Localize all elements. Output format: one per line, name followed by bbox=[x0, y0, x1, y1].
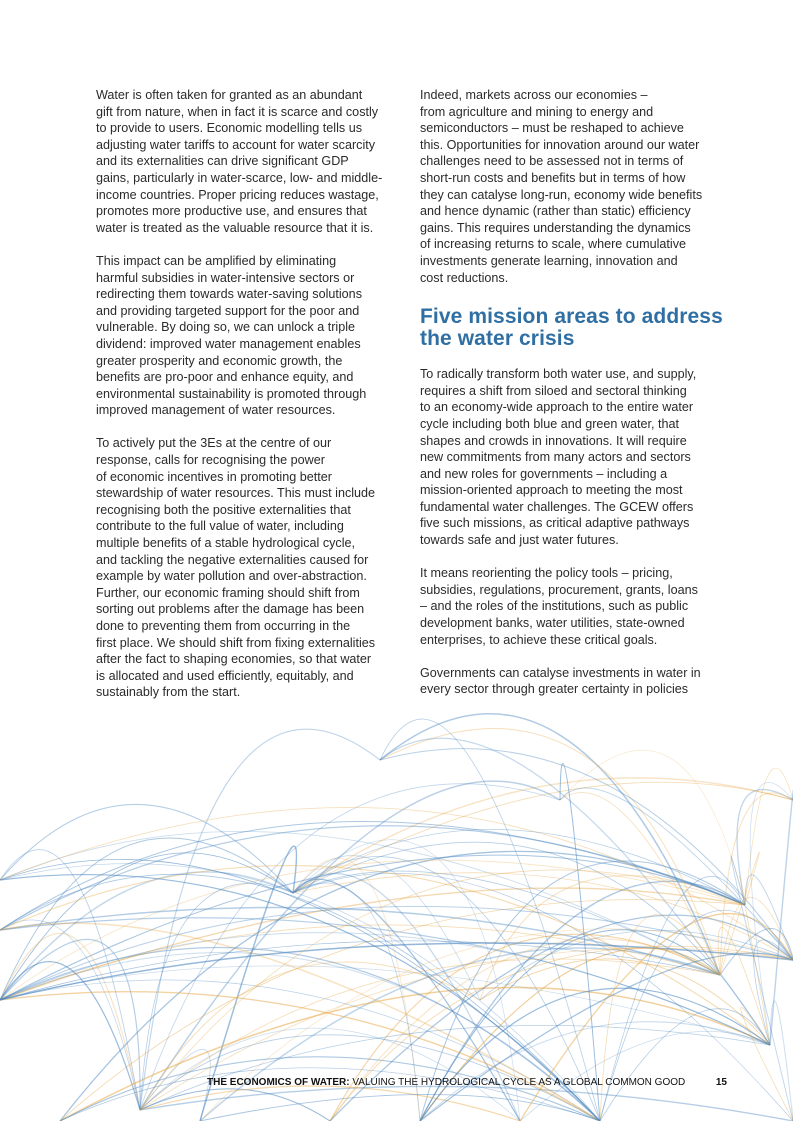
text-line: This impact can be amplified by eliminating bbox=[96, 253, 337, 268]
text-line: fundamental water challenges. The GCEW offers bbox=[420, 499, 694, 514]
text-line: Indeed, markets across our economies – bbox=[420, 88, 648, 102]
text-line: stewardship of water resources. This must include bbox=[96, 486, 376, 501]
network-curve bbox=[0, 804, 293, 893]
text-line: vulnerable. By doing so, we can unlock a triple bbox=[96, 320, 356, 335]
text-line: example by water pollution and over-abstraction. bbox=[96, 569, 367, 584]
paragraph bbox=[96, 435, 426, 701]
text-line: gains, particularly in water-scarce, low- and middle- bbox=[96, 170, 383, 185]
page-number: 15 bbox=[715, 1077, 727, 1088]
network-curve bbox=[750, 782, 793, 1045]
text-line: improved management of water resources. bbox=[96, 403, 336, 418]
network-curve bbox=[420, 1022, 770, 1121]
text-line: new commitments from many actors and sectors bbox=[420, 450, 691, 465]
text-line: Further, our economic framing should shift from bbox=[96, 585, 360, 600]
text-line: recognising both the positive externalities that bbox=[96, 502, 351, 517]
text-line: of economic incentives in promoting better bbox=[96, 469, 332, 484]
text-line: cycle including both blue and green water, that bbox=[420, 416, 680, 431]
text-line: Water is often taken for granted as an abundant bbox=[96, 88, 363, 102]
text-line: semiconductors – must be reshaped to achieve bbox=[420, 121, 684, 136]
section-heading bbox=[420, 306, 750, 350]
text-line: benefits are pro-poor and enhance equity, and bbox=[96, 370, 354, 385]
text-line: contribute to the full value of water, including bbox=[96, 519, 344, 534]
text-line: requires a shift from siloed and sectoral thinking bbox=[420, 383, 687, 398]
text-line: To actively put the 3Es at the centre of our bbox=[96, 436, 332, 451]
text-line: and providing targeted support for the poor and bbox=[96, 303, 360, 318]
paragraph bbox=[96, 253, 426, 419]
heading-line: Five mission areas to address bbox=[420, 305, 723, 329]
paragraph bbox=[420, 87, 750, 286]
text-line: after the fact to shaping economies, so that water bbox=[96, 652, 372, 667]
text-line: environmental sustainability is promoted through bbox=[96, 386, 367, 401]
text-line: adjusting water tariffs to account for water scarcity bbox=[96, 137, 376, 152]
network-curve bbox=[293, 829, 745, 905]
text-line: and new roles for governments – including a bbox=[420, 466, 668, 481]
network-curve bbox=[0, 920, 140, 1110]
text-line: gift from nature, when in fact it is scarce and costly bbox=[96, 104, 379, 119]
text-line: of increasing returns to scale, where cumulative bbox=[420, 237, 686, 252]
text-line: first place. We should shift from fixing externalities bbox=[96, 635, 376, 650]
paragraph bbox=[420, 366, 750, 549]
text-line: they can catalyse long-run, economy wide benefits bbox=[420, 187, 703, 202]
footer-title-bold: THE ECONOMICS OF WATER: bbox=[207, 1077, 350, 1088]
text-line: is allocated and used efficiently, equitably, and bbox=[96, 668, 354, 683]
text-line: short-run costs and benefits but in terms of how bbox=[420, 170, 686, 185]
text-line: sustainably from the start. bbox=[96, 685, 241, 700]
footer-title: VALUING THE HYDROLOGICAL CYCLE AS A GLOBAL COMMON GOOD bbox=[349, 1077, 686, 1088]
text-line: promotes more productive use, and ensures that bbox=[96, 204, 367, 219]
text-line: greater prosperity and economic growth, the bbox=[96, 353, 343, 368]
text-line: every sector through greater certainty in policies bbox=[420, 682, 689, 697]
right-column bbox=[420, 87, 750, 715]
text-line: redirecting them towards water-saving solutions bbox=[96, 287, 362, 302]
text-line: response, calls for recognising the power bbox=[96, 453, 325, 468]
text-line: and its externalities can drive significant GDP bbox=[96, 154, 349, 169]
text-line: – and the roles of the institutions, such as public bbox=[420, 599, 689, 614]
text-line: from agriculture and mining to energy and bbox=[420, 104, 654, 119]
heading-line: the water crisis bbox=[420, 327, 575, 351]
network-curve bbox=[745, 768, 793, 905]
text-line: dividend: improved water management enables bbox=[96, 336, 361, 351]
text-line: and tackling the negative externalities caused for bbox=[96, 552, 369, 567]
text-line: challenges need to be assessed not in terms of bbox=[420, 154, 684, 169]
text-line: done to preventing them from occurring in the bbox=[96, 619, 351, 633]
network-curve bbox=[0, 831, 720, 975]
text-line: towards safe and just water futures. bbox=[420, 533, 619, 548]
text-line: investments generate learning, innovation and bbox=[420, 253, 678, 268]
text-line: development banks, water utilities, state-owned bbox=[420, 616, 685, 631]
paragraph bbox=[96, 87, 426, 236]
text-line: mission-oriented approach to meeting the most bbox=[420, 483, 683, 498]
paragraph bbox=[420, 665, 750, 698]
text-line: harmful subsidies in water-intensive sectors or bbox=[96, 270, 355, 285]
text-line: to provide to users. Economic modelling tells us bbox=[96, 121, 362, 136]
text-line: sorting out problems after the damage has been bbox=[96, 602, 365, 617]
text-line: water is treated as the valuable resource that it is. bbox=[96, 220, 374, 235]
network-curve bbox=[330, 915, 793, 1121]
text-line: income countries. Proper pricing reduces wastage, bbox=[96, 187, 379, 202]
network-curve bbox=[140, 1086, 793, 1121]
text-line: It means reorienting the policy tools – pricing, bbox=[420, 566, 673, 581]
paragraph bbox=[420, 565, 750, 648]
network-curve bbox=[770, 790, 793, 1045]
text-line: five such missions, as critical adaptive pathways bbox=[420, 516, 690, 531]
text-line: multiple benefits of a stable hydrological cycle, bbox=[96, 536, 356, 551]
text-line: gains. This requires understanding the dynamics bbox=[420, 220, 691, 235]
text-line: Governments can catalyse investments in water in bbox=[420, 665, 701, 680]
text-line: cost reductions. bbox=[420, 270, 509, 285]
text-line: and hence dynamic (rather than static) efficiency bbox=[420, 204, 691, 219]
text-line: to an economy-wide approach to the entire water bbox=[420, 400, 694, 415]
text-line: shapes and crowds in innovations. It will require bbox=[420, 433, 687, 448]
network-curve bbox=[200, 1094, 600, 1121]
network-curve bbox=[770, 1001, 793, 1121]
text-line: enterprises, to achieve these critical goals. bbox=[420, 632, 658, 647]
network-curve bbox=[560, 788, 793, 960]
left-column bbox=[96, 87, 426, 718]
text-line: this. Opportunities for innovation around our water bbox=[420, 137, 700, 152]
page-footer bbox=[207, 1077, 727, 1088]
text-line: subsidies, regulations, procurement, grants, loans bbox=[420, 582, 698, 597]
text-line: To radically transform both water use, and supply, bbox=[420, 367, 697, 382]
network-curve bbox=[0, 966, 770, 1045]
